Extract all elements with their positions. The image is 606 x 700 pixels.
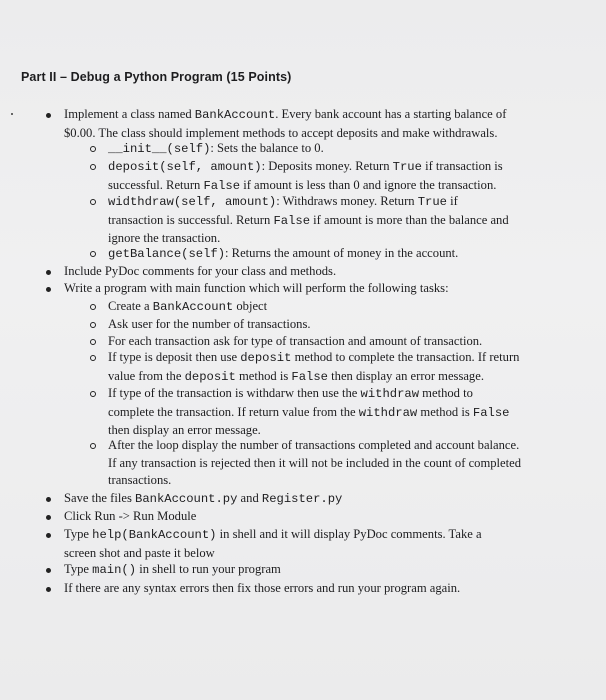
sub-list-item bbox=[108, 193, 509, 248]
text-line bbox=[108, 472, 521, 490]
code-text: False bbox=[203, 178, 241, 193]
sub-bullet-circle-icon bbox=[90, 391, 96, 397]
text-segment: then display an error message. bbox=[108, 423, 261, 438]
sub-list-item bbox=[108, 385, 509, 440]
text-segment: : Returns the amount of money in the account. bbox=[225, 246, 459, 260]
bullet-icon bbox=[46, 113, 51, 118]
text-segment: Implement a class named bbox=[64, 107, 195, 121]
sub-bullet-circle-icon bbox=[90, 443, 96, 449]
list-item bbox=[64, 106, 506, 142]
code-text: deposit bbox=[184, 369, 236, 384]
text-line bbox=[108, 385, 509, 404]
sub-bullet-circle-icon bbox=[90, 199, 96, 205]
sub-list-item bbox=[108, 316, 311, 334]
text-segment: method is bbox=[235, 368, 292, 383]
text-line bbox=[64, 106, 506, 125]
text-line bbox=[64, 490, 342, 509]
list-item bbox=[64, 490, 342, 509]
text-line bbox=[108, 298, 267, 317]
text-line bbox=[108, 140, 324, 159]
list-item bbox=[64, 508, 196, 526]
text-line bbox=[64, 580, 460, 598]
text-line bbox=[108, 245, 458, 264]
code-text: False bbox=[472, 405, 510, 420]
text-segment: complete the transaction. If return value from the bbox=[108, 404, 359, 419]
text-line bbox=[108, 333, 482, 351]
text-segment: if bbox=[447, 194, 458, 208]
text-segment: and bbox=[237, 491, 262, 505]
text-segment: value from the bbox=[108, 368, 185, 383]
text-line bbox=[108, 316, 311, 334]
text-line bbox=[64, 561, 281, 580]
sub-bullet-circle-icon bbox=[90, 339, 96, 345]
text-segment: if amount is less than 0 and ignore the transaction. bbox=[240, 177, 497, 192]
sub-bullet-circle-icon bbox=[90, 251, 96, 257]
text-line bbox=[108, 158, 503, 177]
list-item bbox=[64, 526, 482, 562]
text-segment: Click Run -> Run Module bbox=[64, 509, 197, 523]
text-segment: successful. Return bbox=[108, 177, 204, 192]
text-line bbox=[64, 280, 449, 298]
text-segment: Ask user for the number of transactions. bbox=[108, 317, 311, 331]
text-segment: . Every bank account has a starting balance of bbox=[275, 107, 507, 121]
text-segment: If type of the transaction is withdarw then use the bbox=[108, 386, 361, 400]
stray-mark bbox=[11, 113, 13, 115]
text-segment: Type bbox=[64, 562, 93, 576]
text-segment: : Sets the balance to 0. bbox=[210, 141, 324, 155]
text-segment: if amount is more than the balance and bbox=[310, 212, 509, 227]
text-segment: After the loop display the number of transactions completed and account balance. bbox=[108, 438, 520, 452]
sub-bullet-circle-icon bbox=[90, 146, 96, 152]
text-segment: method to complete the transaction. If return bbox=[291, 350, 520, 364]
code-text: BankAccount.py bbox=[135, 492, 238, 506]
text-line bbox=[108, 349, 519, 368]
text-segment: method is bbox=[417, 404, 473, 419]
text-line bbox=[108, 404, 509, 423]
sub-list-item bbox=[108, 437, 521, 490]
code-text: __init__(self) bbox=[108, 142, 211, 156]
code-text: help(BankAccount) bbox=[92, 528, 217, 542]
sub-bullet-circle-icon bbox=[90, 355, 96, 361]
text-segment: If any transaction is rejected then it will not be included in the count of completed bbox=[108, 455, 522, 470]
text-segment: : Withdraws money. Return bbox=[276, 194, 418, 208]
text-segment: in shell to run your program bbox=[136, 562, 281, 576]
list-item bbox=[64, 561, 281, 580]
code-text: True bbox=[392, 160, 422, 174]
code-text: Register.py bbox=[261, 492, 343, 506]
code-text: getBalance(self) bbox=[108, 247, 226, 261]
text-segment: If type is deposit then use bbox=[108, 350, 241, 364]
code-text: withdraw bbox=[360, 387, 420, 401]
text-line bbox=[108, 212, 509, 231]
bullet-icon bbox=[46, 515, 51, 520]
text-segment: For each transaction ask for type of transaction and amount of transaction. bbox=[108, 334, 483, 348]
list-item bbox=[64, 280, 449, 298]
text-line bbox=[108, 193, 509, 212]
text-segment: If there are any syntax errors then fix those errors and run your program again. bbox=[64, 581, 461, 595]
list-item bbox=[64, 263, 336, 281]
bullet-icon bbox=[46, 533, 51, 538]
text-segment: Write a program with main function which will perform the following tasks: bbox=[64, 281, 449, 295]
text-segment: method to bbox=[419, 386, 473, 400]
code-text: deposit bbox=[240, 351, 292, 365]
text-segment: : Deposits money. Return bbox=[261, 159, 393, 173]
code-text: deposit(self, amount) bbox=[108, 160, 262, 174]
sub-list-item bbox=[108, 349, 519, 386]
code-text: main() bbox=[92, 563, 137, 577]
sub-bullet-circle-icon bbox=[90, 304, 96, 310]
text-line bbox=[64, 545, 482, 563]
text-line bbox=[108, 368, 519, 387]
text-segment: Include PyDoc comments for your class and methods. bbox=[64, 264, 337, 278]
text-segment: in shell and it will display PyDoc comments. Take a bbox=[216, 527, 482, 541]
text-segment: Type bbox=[64, 527, 93, 541]
bullet-icon bbox=[46, 587, 51, 592]
text-segment: Save the files bbox=[64, 491, 135, 505]
sub-bullet-circle-icon bbox=[90, 322, 96, 328]
sub-list-item bbox=[108, 158, 503, 195]
text-segment: $0.00. The class should implement methods to accept deposits and make withdrawals. bbox=[64, 125, 498, 140]
page-title: Part II – Debug a Python Program (15 Points) bbox=[21, 70, 292, 84]
text-line bbox=[108, 455, 521, 473]
code-text: withdraw bbox=[358, 405, 418, 420]
text-line bbox=[64, 526, 482, 545]
code-text: BankAccount bbox=[194, 108, 276, 122]
text-line bbox=[64, 263, 336, 281]
bullet-icon bbox=[46, 568, 51, 573]
sub-list-item bbox=[108, 140, 324, 159]
text-segment: transactions. bbox=[108, 473, 172, 488]
text-segment: object bbox=[233, 299, 268, 313]
bullet-icon bbox=[46, 270, 51, 275]
code-text: False bbox=[291, 369, 328, 384]
sub-list-item bbox=[108, 333, 482, 351]
text-line bbox=[64, 508, 196, 526]
list-item bbox=[64, 580, 460, 598]
sub-list-item bbox=[108, 298, 267, 317]
sub-list-item bbox=[108, 245, 458, 264]
code-text: False bbox=[273, 213, 311, 228]
text-segment: transaction is successful. Return bbox=[108, 212, 274, 227]
text-segment: if transaction is bbox=[421, 159, 503, 173]
text-segment: screen shot and paste it below bbox=[64, 545, 215, 560]
bullet-icon bbox=[46, 497, 51, 502]
code-text: BankAccount bbox=[152, 300, 234, 314]
text-segment: Create a bbox=[108, 299, 153, 313]
text-segment: then display an error message. bbox=[328, 368, 484, 383]
bullet-icon bbox=[46, 287, 51, 292]
code-text: widthdraw(self, amount) bbox=[108, 195, 277, 209]
code-text: True bbox=[417, 195, 447, 209]
text-segment: ignore the transaction. bbox=[108, 231, 221, 246]
text-line bbox=[108, 437, 521, 455]
sub-bullet-circle-icon bbox=[90, 164, 96, 170]
